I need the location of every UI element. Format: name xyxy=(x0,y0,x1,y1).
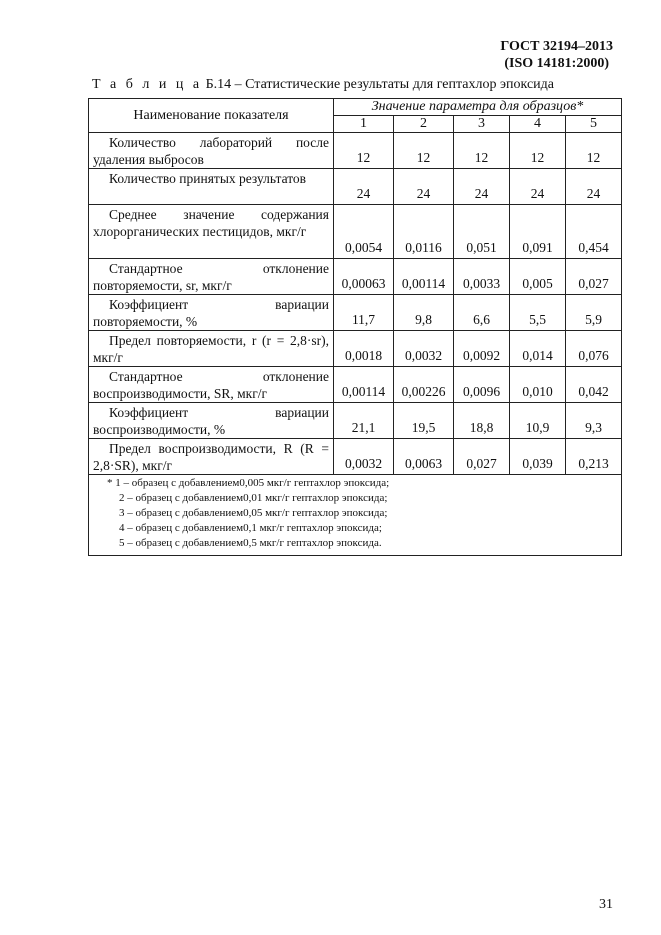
indicator-label: Предел повторяемости, r (r = 2,8·sr), мкг/г xyxy=(93,333,329,365)
indicator-label: Количество принятых результатов xyxy=(109,171,307,186)
standard-number: ГОСТ 32194–2013 xyxy=(500,39,613,54)
value-cell: 24 xyxy=(334,169,394,205)
standard-header xyxy=(500,38,613,72)
table-row xyxy=(89,259,622,295)
name-column-header: Наименование показателя xyxy=(89,99,334,133)
indicator-label: Коэффициент вариации воспроизводимости, % xyxy=(93,405,329,437)
value-cell: 12 xyxy=(454,133,510,169)
table-row xyxy=(89,205,622,259)
value-cell: 0,042 xyxy=(566,367,622,403)
value-cell: 5,9 xyxy=(566,295,622,331)
indicator-name xyxy=(89,367,334,403)
table-row xyxy=(89,169,622,205)
table-row xyxy=(89,331,622,367)
value-cell: 24 xyxy=(394,169,454,205)
value-cell: 21,1 xyxy=(334,403,394,439)
value-cell: 0,0054 xyxy=(334,205,394,259)
table-row xyxy=(89,439,622,475)
value-cell: 18,8 xyxy=(454,403,510,439)
value-cell: 0,0032 xyxy=(394,331,454,367)
table-row xyxy=(89,133,622,169)
value-cell: 5,5 xyxy=(510,295,566,331)
table-row xyxy=(89,403,622,439)
caption-number: Б.14 – xyxy=(202,77,246,92)
table-row xyxy=(89,367,622,403)
indicator-name xyxy=(89,205,334,259)
indicator-label: Стандартное отклонение воспроизводимости, SR, мкг/г xyxy=(93,369,329,401)
value-cell: 11,7 xyxy=(334,295,394,331)
table-footnotes xyxy=(89,475,622,556)
value-cell: 12 xyxy=(566,133,622,169)
value-cell: 10,9 xyxy=(510,403,566,439)
value-cell: 19,5 xyxy=(394,403,454,439)
footnote-1: * 1 – образец с добавлением0,005 мкг/г гептахлор эпоксида; xyxy=(107,477,390,489)
indicator-label: Стандартное отклонение повторяемости, sr, мкг/г xyxy=(93,261,329,293)
value-cell: 12 xyxy=(510,133,566,169)
indicator-label: Среднее значение содержания хлорорганических пестицидов, мкг/г xyxy=(93,207,329,239)
indicator-name xyxy=(89,259,334,295)
value-cell: 0,027 xyxy=(454,439,510,475)
sample-column-5: 5 xyxy=(566,116,622,133)
value-cell: 0,010 xyxy=(510,367,566,403)
indicator-name xyxy=(89,169,334,205)
footnote-5: 5 – образец с добавлением0,5 мкг/г гептахлор эпоксида. xyxy=(119,537,382,549)
indicator-name xyxy=(89,439,334,475)
value-cell: 0,0063 xyxy=(394,439,454,475)
sample-column-3: 3 xyxy=(454,116,510,133)
sample-column-4: 4 xyxy=(510,116,566,133)
value-cell: 0,00063 xyxy=(334,259,394,295)
value-cell: 24 xyxy=(454,169,510,205)
value-cell: 0,027 xyxy=(566,259,622,295)
value-cell: 0,039 xyxy=(510,439,566,475)
value-cell: 0,051 xyxy=(454,205,510,259)
indicator-name xyxy=(89,295,334,331)
value-cell: 24 xyxy=(566,169,622,205)
value-cell: 0,0018 xyxy=(334,331,394,367)
sample-column-2: 2 xyxy=(394,116,454,133)
value-cell: 0,213 xyxy=(566,439,622,475)
results-table xyxy=(88,98,622,556)
value-cell: 12 xyxy=(334,133,394,169)
caption-title: Статистические результаты для гептахлор эпоксида xyxy=(245,77,554,92)
value-cell: 0,091 xyxy=(510,205,566,259)
value-cell: 0,454 xyxy=(566,205,622,259)
value-cell: 0,0032 xyxy=(334,439,394,475)
table-caption xyxy=(92,77,554,93)
footnote-3: 3 – образец с добавлением0,05 мкг/г гептахлор эпоксида; xyxy=(119,507,388,519)
value-cell: 0,014 xyxy=(510,331,566,367)
footnote-2: 2 – образец с добавлением0,01 мкг/г гептахлор эпоксида; xyxy=(119,492,388,504)
value-cell: 6,6 xyxy=(454,295,510,331)
indicator-name xyxy=(89,403,334,439)
value-cell: 0,0033 xyxy=(454,259,510,295)
value-cell: 0,00226 xyxy=(394,367,454,403)
value-cell: 9,3 xyxy=(566,403,622,439)
caption-prefix: Т а б л и ц а xyxy=(92,77,203,92)
table-body xyxy=(89,133,622,475)
indicator-name xyxy=(89,133,334,169)
value-cell: 0,0096 xyxy=(454,367,510,403)
table-row xyxy=(89,295,622,331)
footnote-4: 4 – образец с добавлением0,1 мкг/г гептахлор эпоксида; xyxy=(119,522,382,534)
sample-column-1: 1 xyxy=(334,116,394,133)
indicator-label: Коэффициент вариации повторяемости, % xyxy=(93,297,329,329)
value-cell: 0,0092 xyxy=(454,331,510,367)
value-cell: 0,005 xyxy=(510,259,566,295)
indicator-label: Количество лабораторий после удаления выбросов xyxy=(93,135,329,167)
value-cell: 0,00114 xyxy=(394,259,454,295)
value-cell: 12 xyxy=(394,133,454,169)
indicator-label: Предел воспроизводимости, R (R = 2,8·SR), мкг/г xyxy=(93,441,329,473)
indicator-name xyxy=(89,331,334,367)
value-cell: 0,00114 xyxy=(334,367,394,403)
value-cell: 0,0116 xyxy=(394,205,454,259)
iso-number: (ISO 14181:2000) xyxy=(504,56,610,71)
page-number: 31 xyxy=(599,897,613,912)
value-cell: 9,8 xyxy=(394,295,454,331)
value-cell: 24 xyxy=(510,169,566,205)
value-cell: 0,076 xyxy=(566,331,622,367)
value-column-header: Значение параметра для образцов* xyxy=(334,99,622,116)
